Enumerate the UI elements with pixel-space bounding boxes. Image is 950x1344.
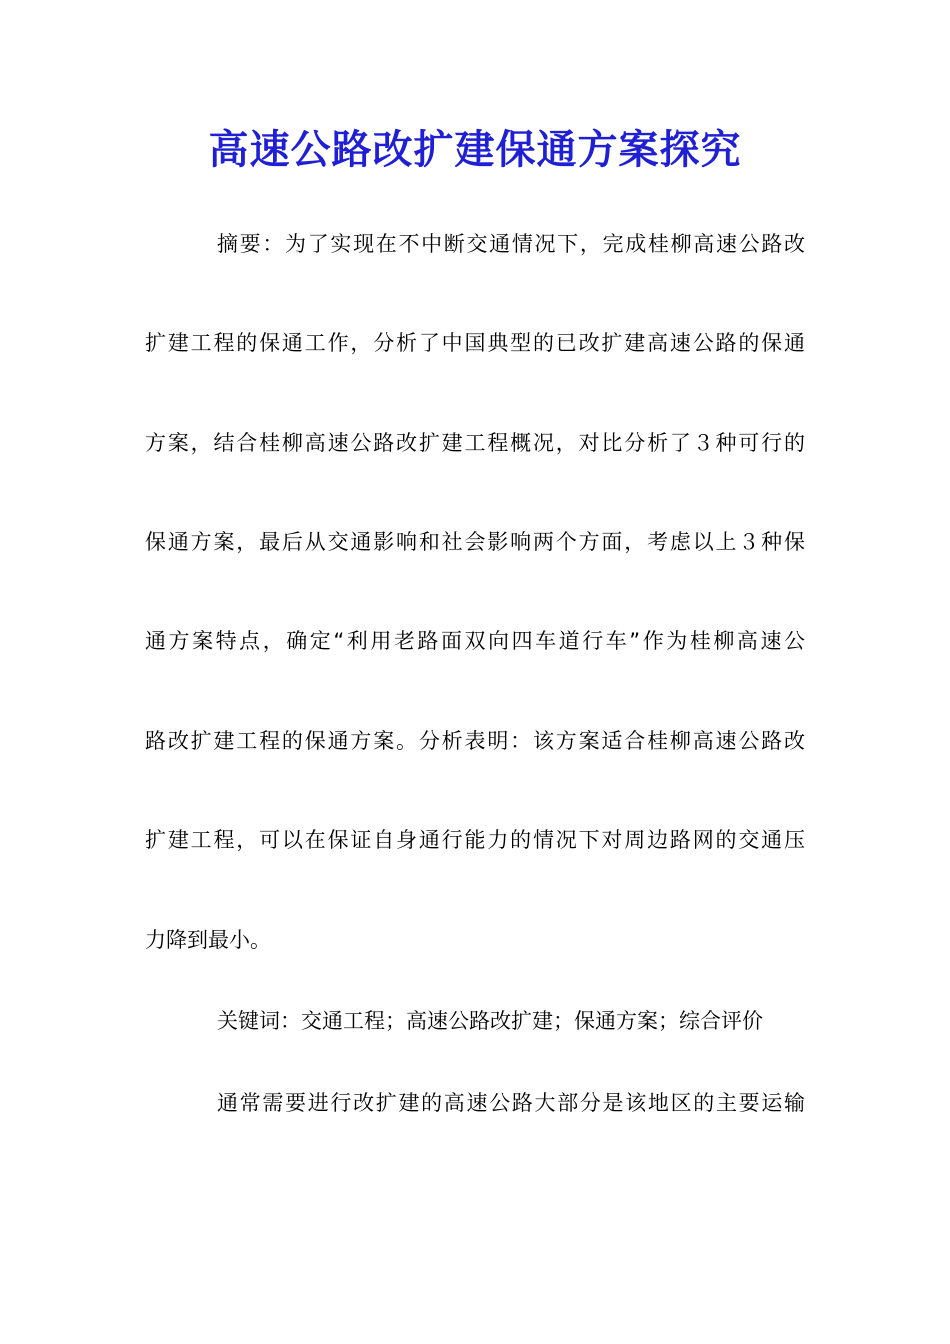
abstract-line: 路改扩建工程的保通方案。分析表明：该方案适合桂柳高速公路改 — [145, 729, 805, 753]
abstract-line: 摘要：为了实现在不中断交通情况下，完成桂柳高速公路改 — [217, 232, 805, 256]
keywords-line: 关键词：交通工程；高速公路改扩建；保通方案；综合评价 — [217, 1009, 763, 1033]
document-title: 高速公路改扩建保通方案探究 — [208, 126, 742, 173]
abstract-line: 扩建工程的保通工作，分析了中国典型的已改扩建高速公路的保通 — [145, 331, 805, 355]
abstract-line: 通方案特点，确定“利用老路面双向四车道行车”作为桂柳高速公 — [145, 629, 805, 653]
abstract-line: 扩建工程，可以在保证自身通行能力的情况下对周边路网的交通压 — [145, 828, 805, 852]
abstract-line: 保通方案，最后从交通影响和社会影响两个方面，考虑以上３种保 — [145, 530, 805, 554]
body-paragraph-line: 通常需要进行改扩建的高速公路大部分是该地区的主要运输 — [217, 1091, 805, 1115]
abstract-line: 力降到最小。 — [145, 928, 271, 952]
abstract-line: 方案，结合桂柳高速公路改扩建工程概况，对比分析了３种可行的 — [145, 431, 805, 455]
